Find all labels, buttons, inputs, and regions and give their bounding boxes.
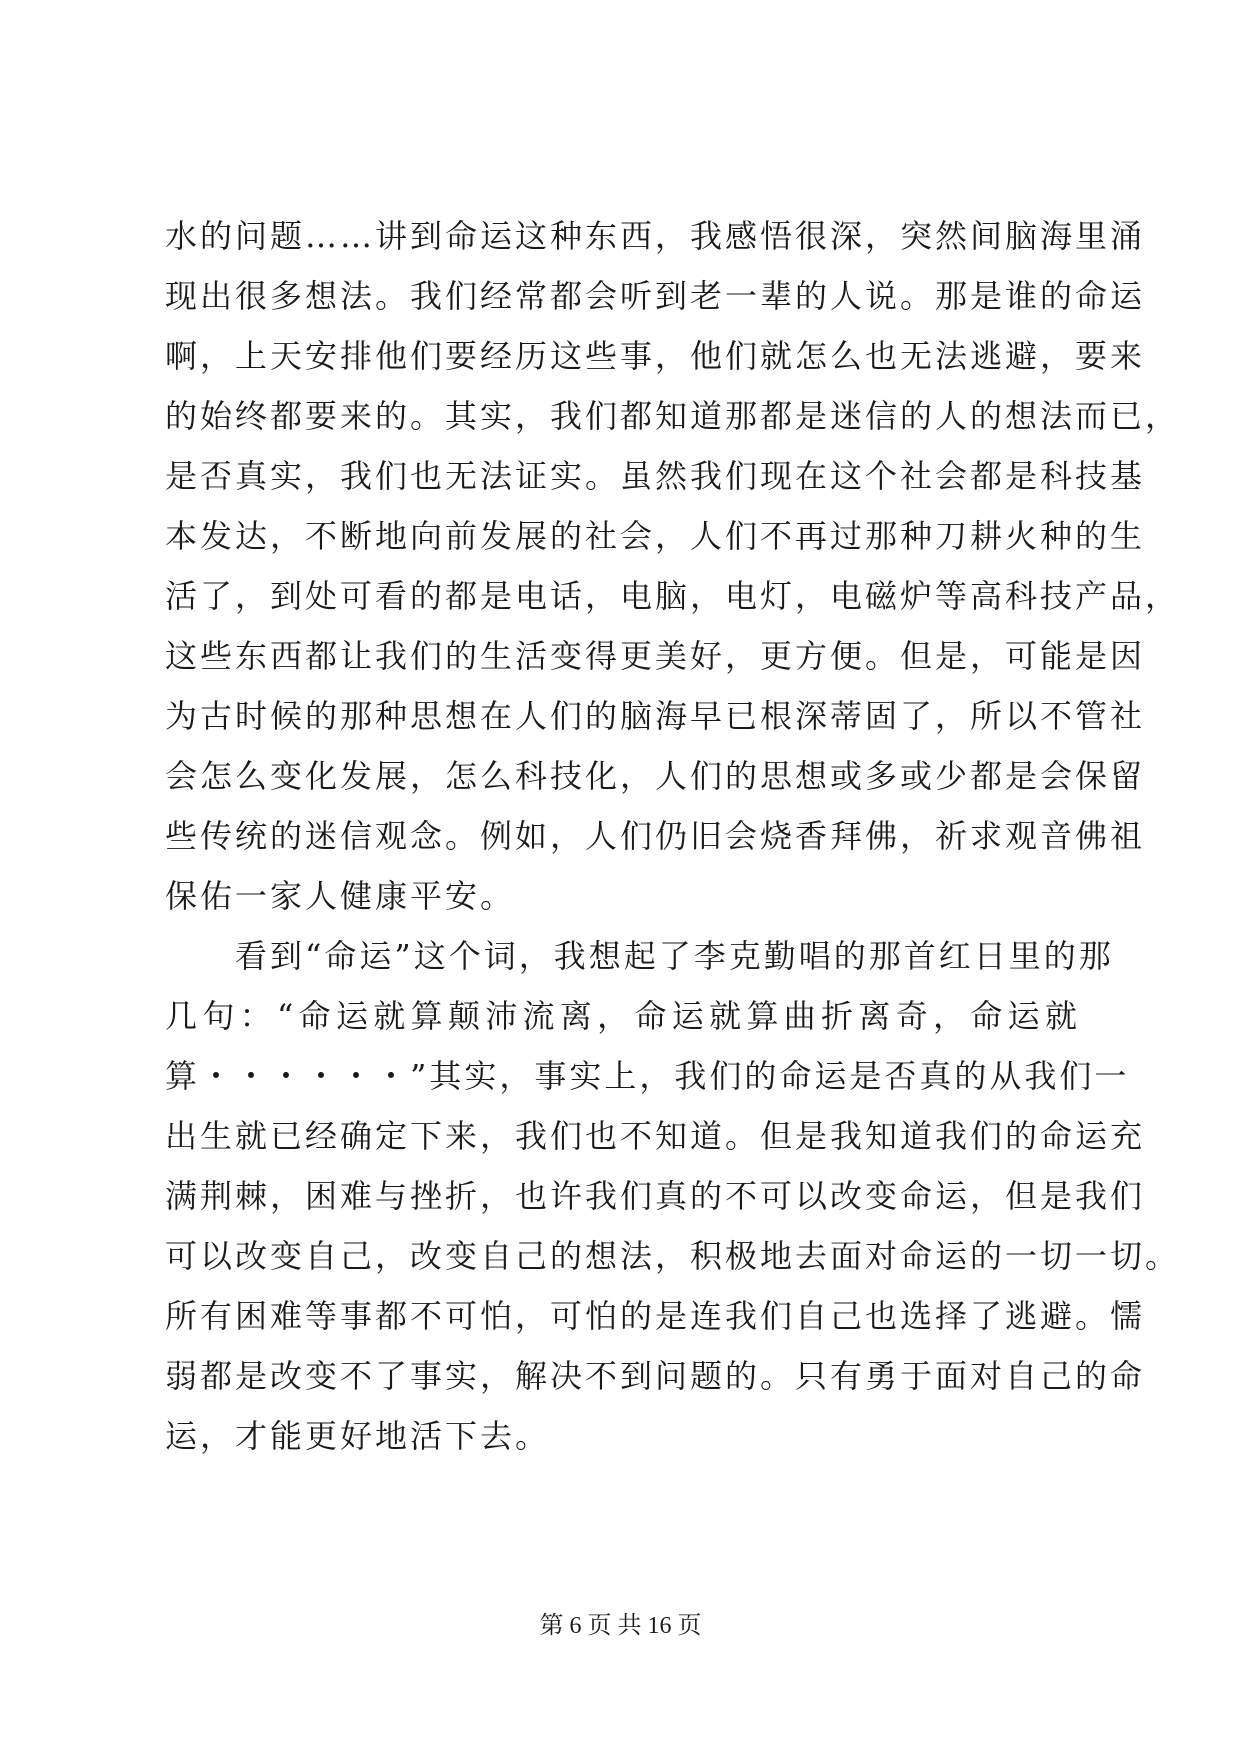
text-line: 算・・・・・・”其实，事实上，我们的命运是否真的从我们一 — [165, 1057, 1130, 1095]
text-line: 可以改变自己，改变自己的想法，积极地去面对命运的一切一切。 — [165, 1237, 1181, 1275]
text-line: 弱都是改变不了事实，解决不到问题的。只有勇于面对自己的命 — [165, 1357, 1146, 1395]
text-line: 几句：“命运就算颠沛流离，命运就算曲折离奇，命运就 — [165, 997, 1080, 1035]
text-line: 啊，上天安排他们要经历这些事，他们就怎么也无法逃避，要来 — [165, 337, 1146, 375]
text-line: 运，才能更好地活下去。 — [165, 1417, 551, 1455]
text-line: 本发达，不断地向前发展的社会，人们不再过那种刀耕火种的生 — [165, 517, 1146, 555]
text-line: 保佑一家人健康平安。 — [165, 877, 516, 915]
text-line: 这些东西都让我们的生活变得更美好，更方便。但是，可能是因 — [165, 637, 1146, 675]
page-number-footer: 第 6 页 共 16 页 — [539, 1613, 702, 1639]
text-line: 是否真实，我们也无法证实。虽然我们现在这个社会都是科技基 — [165, 457, 1146, 495]
text-line: 现出很多想法。我们经常都会听到老一辈的人说。那是谁的命运 — [165, 277, 1146, 315]
text-line: 的始终都要来的。其实，我们都知道那都是迷信的人的想法而已， — [165, 397, 1181, 435]
text-line: 些传统的迷信观念。例如，人们仍旧会烧香拜佛，祈求观音佛祖 — [165, 817, 1146, 855]
text-line: 所有困难等事都不可怕，可怕的是连我们自己也选择了逃避。懦 — [165, 1297, 1146, 1335]
paragraph-1 — [165, 206, 1181, 926]
text-line: 为古时候的那种思想在人们的脑海早已根深蒂固了，所以不管社 — [165, 697, 1146, 735]
text-line: 看到“命运”这个词，我想起了李克勤唱的那首红日里的那 — [165, 937, 1114, 975]
text-line: 水的问题……讲到命运这种东西，我感悟很深，突然间脑海里涌 — [165, 217, 1146, 255]
text-line: 满荆棘，困难与挫折，也许我们真的不可以改变命运，但是我们 — [165, 1177, 1146, 1215]
document-body — [165, 206, 1181, 1466]
text-line: 出生就已经确定下来，我们也不知道。但是我知道我们的命运充 — [165, 1117, 1146, 1155]
paragraph-2 — [165, 926, 1181, 1466]
text-line: 活了，到处可看的都是电话，电脑，电灯，电磁炉等高科技产品， — [165, 577, 1181, 615]
text-line: 会怎么变化发展，怎么科技化，人们的思想或多或少都是会保留 — [165, 757, 1146, 795]
